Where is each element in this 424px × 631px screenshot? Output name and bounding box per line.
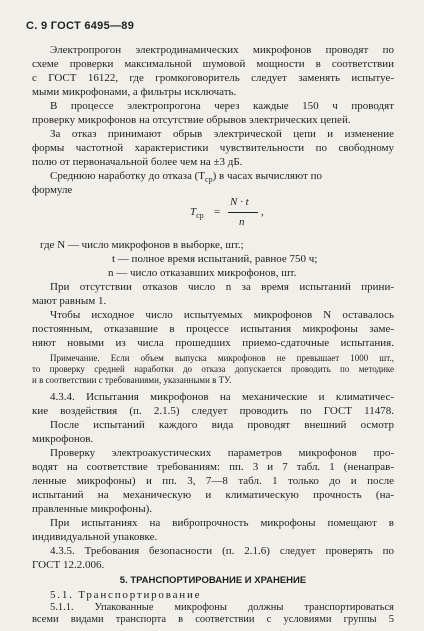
formula-numerator: N · t xyxy=(230,196,249,208)
note-line: и в соответствии с требованиями, указанными в ТУ. xyxy=(32,375,232,385)
definition-n: n — число отказавших микрофонов, шт. xyxy=(108,267,297,279)
text-line: За отказ принимают обрыв электрической цепи и изменение xyxy=(50,128,394,140)
mtbf-text-b: ) в часах вычисляют по xyxy=(212,170,322,182)
fraction-bar xyxy=(228,212,258,213)
text-line: испытаний на механическую и климатическую прочность (на- xyxy=(32,489,394,501)
text-line: 5.1.1. Упакованные микрофоны должны транспортироваться xyxy=(50,602,394,613)
definition-t: t — полное время испытаний, равное 750 ч; xyxy=(112,253,318,265)
formula-denominator: n xyxy=(239,216,245,228)
text-line: полю от первоначальной более чем на ±3 дБ. xyxy=(32,156,243,168)
text-line: всеми видами транспорта в соответствии с условиями группы 5 xyxy=(32,614,394,625)
text-line: ленные микрофоны) и пп. 3, 7—8 табл. 1 только до и после xyxy=(32,475,394,487)
mtbf-sub: ср xyxy=(205,175,213,185)
mtbf-text-a: Среднюю наработку до отказа (T xyxy=(50,170,206,182)
text-line: с ГОСТ 16122, где громкоговоритель следует заменять испытуе- xyxy=(32,72,394,84)
text-line: Проверку электроакустических параметров микрофонов про- xyxy=(50,447,394,459)
section-heading: 5. ТРАНСПОРТИРОВАНИЕ И ХРАНЕНИЕ xyxy=(119,575,307,586)
formula-eq: = xyxy=(214,206,221,218)
text-line: формуле xyxy=(32,184,73,196)
page-header: С. 9 ГОСТ 6495—89 xyxy=(26,20,135,32)
definition-N: где N — число микрофонов в выборке, шт.; xyxy=(40,239,244,251)
text-line: Чтобы исходное число испытуемых микрофонов N оставалось xyxy=(50,309,394,321)
text-line: микрофонов. xyxy=(32,433,94,445)
formula xyxy=(190,194,280,234)
text-line: индивидуальной упаковке. xyxy=(32,531,158,543)
text-line: водят на соответствие требованиям: пп. 3 и 7 табл. 1 (ненаправ- xyxy=(32,461,394,473)
text-line: мыми микрофонами, а фильтры исключать. xyxy=(32,86,237,98)
text-line: Электропрогон электродинамических микрофонов проводят по xyxy=(50,44,394,56)
note-line: Примечание. Если объем выпуска микрофонов не превышает 1000 шт., xyxy=(50,353,394,363)
formula-comma: , xyxy=(261,206,264,218)
text-line: 4.3.4. Испытания микрофонов на механические и климатичес- xyxy=(50,391,394,403)
text-line: мают равным 1. xyxy=(32,295,107,307)
text-line: няют новыми из числа прошедших приемо-сдаточные испытания. xyxy=(32,337,394,349)
text-line: постоянным, отказавшие в процессе испытания микрофоны заме- xyxy=(32,323,394,335)
formula-lhs: $T_{ср}$ xyxy=(190,206,204,221)
text-line: правленные микрофоны). xyxy=(32,503,152,515)
text-line: При испытаниях на вибропрочность микрофоны помещают в xyxy=(50,517,394,529)
text-line: кие воздействия (п. 2.1.5) следует проводить по ГОСТ 11478. xyxy=(32,405,394,417)
subsection-heading: 5.1. Транспортирование xyxy=(50,589,202,601)
text-line: проверку микрофонов на отсутствие обрывов электрических цепей. xyxy=(32,114,351,126)
note-line: то проверку средней наработки до отказа допускается проводить по методике xyxy=(32,364,394,374)
text-line: После испытаний каждого вида проводят внешний осмотр xyxy=(50,419,394,431)
text-line: схеме проверки максимальной шумовой мощности в соответствии xyxy=(32,58,394,70)
text-line: ГОСТ 12.2.006. xyxy=(32,559,105,571)
text-line: 4.3.5. Требования безопасности (п. 2.1.6) следует проверять по xyxy=(50,545,394,557)
text-line: формы частотной характеристики чувствительности по свободному xyxy=(32,142,394,154)
text-line: В процессе электропрогона через каждые 150 ч проводят xyxy=(50,100,394,112)
text-line: При отсутствии отказов число n за время испытаний прини- xyxy=(50,281,394,293)
